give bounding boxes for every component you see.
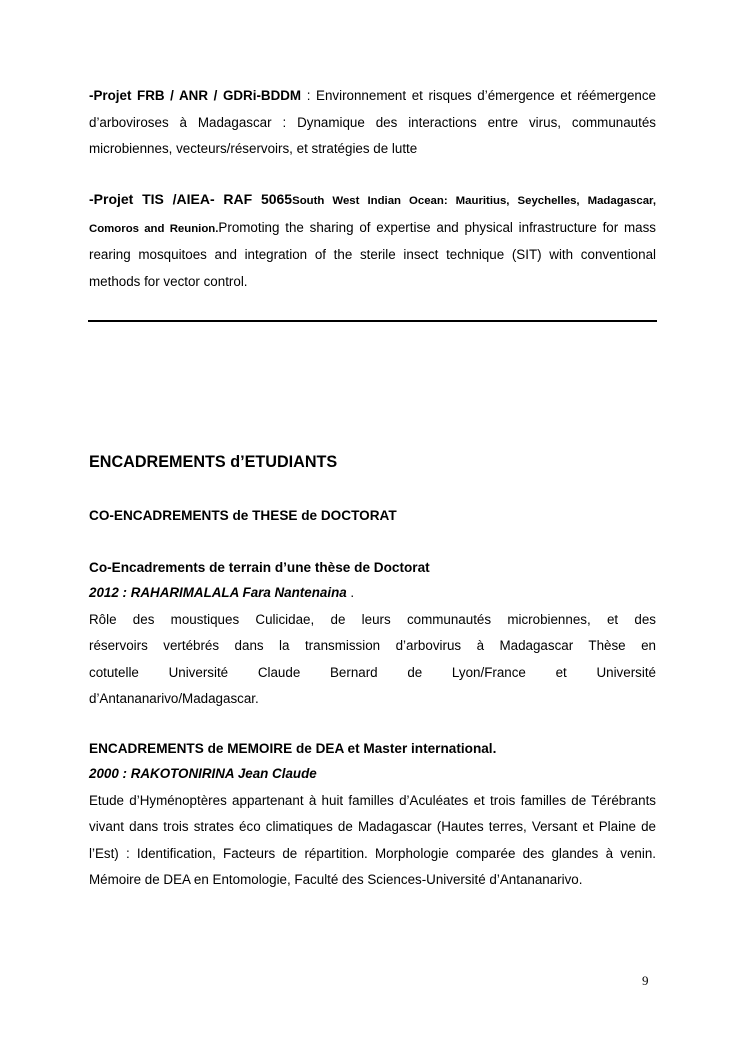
page-number: 9 [642,973,649,988]
phd-student-line [89,580,656,607]
phd-entry [89,580,656,713]
project-frb-title: -Projet FRB / ANR / GDRi-BDDM [89,88,302,103]
project-tis-subtitle: South West Indian Ocean: Mauritius, Seychelles, Madagascar, Comoros and Reunion. [89,195,656,235]
phd-heading: CO-ENCADREMENTS de THESE de DOCTORAT [89,508,397,523]
phd-subheading: Co-Encadrements de terrain d’une thèse de Doctorat [89,560,430,575]
master-student: 2000 : RAKOTONIRINA Jean Claude [89,766,317,781]
project-tis-text: Promoting the sharing of expertise and physical infrastructure for mass rearing mosquitoes and integration of the sterile insect technique (SIT) with conventional methods for vector control. [89,219,656,289]
section-divider [88,320,657,322]
phd-student: 2012 : RAHARIMALALA Fara Nantenaina [89,585,347,600]
project-tis-title: -Projet TIS /AIEA- RAF 5065 [89,191,293,207]
master-description: Etude d’Hyménoptères appartenant à huit familles d’Aculéates et trois familles de Térébrants vivant dans trois strates éco climatiques de Madagascar (Hautes terres, Versant et Plaine de l’Est) : Identification, Facteurs de répartition. Morphologie comparée des glandes à venin. Mémoire de DEA en Entomologie, Faculté des Sciences-Université d’Antananarivo. [89,792,656,887]
master-entry [89,761,656,894]
phd-description-line-2: réservoirs vertébrés dans la transmission d’arbovirus à Madagascar Thèse en [89,638,656,653]
project-frb-separator: : [301,88,317,103]
phd-student-suffix: . [346,585,355,600]
project-tis-paragraph [89,186,656,295]
master-heading: ENCADREMENTS de MEMOIRE de DEA et Master international. [89,741,497,756]
phd-description-line-4: d’Antananarivo/Madagascar. [89,691,259,706]
phd-description-line-3: cotutelle Université Claude Bernard de Lyon/France et Université [89,664,656,680]
phd-description-line-1: Rôle des moustiques Culicidae, de leurs communautés microbiennes, et des [89,611,656,627]
section-title: ENCADREMENTS d’ETUDIANTS [89,453,338,471]
project-frb-text: Environnement et risques d’émergence et réémergence d’arboviroses à Madagascar : Dynamique des interactions entre virus, communautés microbiennes, vecteurs/réservoirs, et stratégies de lutte [89,88,656,156]
project-frb-paragraph [89,83,656,163]
master-student-line [89,761,656,788]
